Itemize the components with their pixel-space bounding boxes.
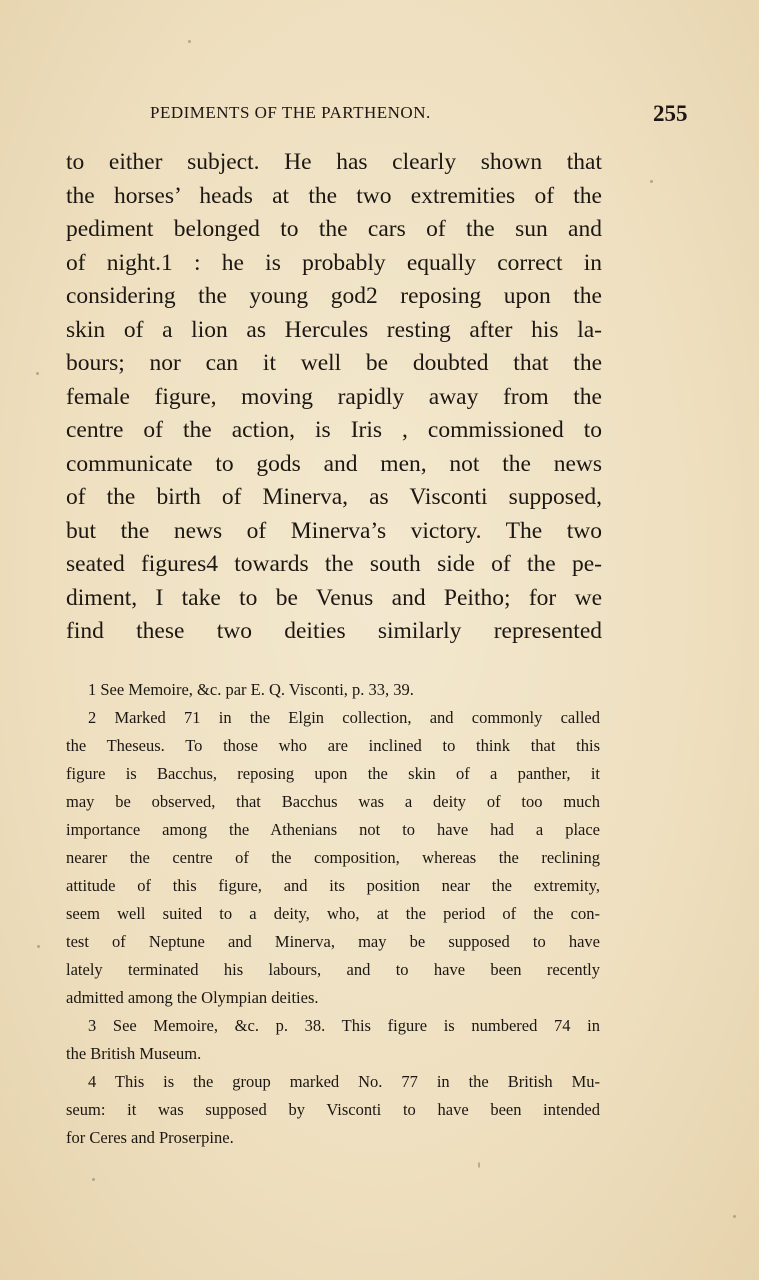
text-line: centre of the action, is Iris , commissioned to (66, 417, 602, 443)
footnote-line: lately terminated his labours, and to have been recently (66, 960, 600, 979)
paper-speck (37, 945, 40, 948)
footnote-line: 2 Marked 71 in the Elgin collection, and commonly called (88, 708, 600, 727)
footnote-1 (66, 676, 600, 704)
footnote-line: figure is Bacchus, reposing upon the skin of a panther, it (66, 764, 600, 783)
footnote-2 (66, 704, 600, 1012)
footnote-line: attitude of this figure, and its position near the extremity, (66, 876, 600, 895)
footnote-line: importance among the Athenians not to have had a place (66, 820, 600, 839)
footnote-line: may be observed, that Bacchus was a deity of too much (66, 792, 600, 811)
text-line: diment, I take to be Venus and Peitho; for we (66, 584, 602, 611)
text-line: the horses’ heads at the two extremities of the (66, 182, 602, 209)
text-line: considering the young god2 reposing upon the (66, 283, 602, 309)
footnote-line: 3 See Memoire, &c. p. 38. This figure is numbered 74 in (88, 1016, 600, 1035)
text-line: of night.1 : he is probably equally correct in (66, 249, 602, 276)
paper-speck (36, 372, 39, 375)
text-line: bours; nor can it well be doubted that the (66, 350, 602, 376)
text-line: female figure, moving rapidly away from the (66, 383, 602, 410)
footnote-line: 4 This is the group marked No. 77 in the British Mu- (88, 1072, 600, 1091)
footnote-line: the Theseus. To those who are inclined to think that this (66, 736, 600, 755)
footnote-line: test of Neptune and Minerva, may be supposed to have (66, 932, 600, 951)
running-title: PEDIMENTS OF THE PARTHENON. (150, 103, 431, 122)
footnote-3 (66, 1012, 600, 1068)
footnote-4 (66, 1068, 600, 1152)
text-line: seated figures4 towards the south side of the pe- (66, 551, 602, 577)
footnote-line: nearer the centre of the composition, whereas the reclining (66, 848, 600, 867)
text-line: to either subject. He has clearly shown that (66, 149, 602, 175)
paper-speck (650, 180, 653, 183)
footnote-line: for Ceres and Proserpine. (66, 1128, 234, 1147)
paper-speck (733, 1215, 736, 1218)
text-line: communicate to gods and men, not the news (66, 450, 602, 477)
footnote-line: admitted among the Olympian deities. (66, 988, 319, 1007)
paper-speck (188, 40, 191, 43)
footnote-line: seem well suited to a deity, who, at the period of the con- (66, 904, 600, 923)
footnote-line: 1 See Memoire, &c. par E. Q. Visconti, p. 33, 39. (88, 680, 414, 699)
page-number: 255 (653, 101, 688, 126)
text-line: skin of a lion as Hercules resting after his la- (66, 316, 602, 343)
paper-speck (92, 1178, 95, 1181)
footnote-line: seum: it was supposed by Visconti to have been intended (66, 1100, 600, 1119)
main-text (66, 146, 602, 649)
text-line: pediment belonged to the cars of the sun and (66, 216, 602, 242)
text-line: find these two deities similarly represented (66, 618, 602, 644)
footnotes (66, 676, 600, 1152)
footnote-line: the British Museum. (66, 1044, 202, 1063)
text-line: of the birth of Minerva, as Visconti supposed, (66, 484, 602, 510)
paper-speck (478, 1162, 480, 1168)
text-line: but the news of Minerva’s victory. The two (66, 517, 602, 544)
